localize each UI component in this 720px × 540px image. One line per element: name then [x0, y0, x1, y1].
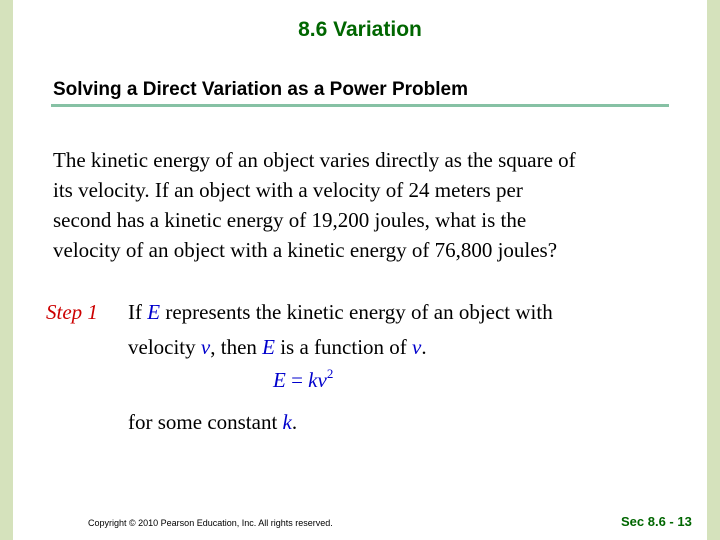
- variable-k: k: [282, 410, 292, 434]
- step-text-segment: .: [291, 410, 298, 434]
- step-text-segment: velocity: [128, 335, 201, 359]
- left-decorative-band: [0, 0, 13, 540]
- step-text-segment: , then: [210, 335, 263, 359]
- equation: [273, 368, 333, 393]
- variable-e: E: [147, 300, 161, 324]
- step-line-1: [128, 300, 553, 325]
- slide-title: 8.6 Variation: [298, 18, 422, 41]
- right-decorative-band: [707, 0, 720, 540]
- step-line-2: [128, 335, 427, 360]
- problem-line: second has a kinetic energy of 19,200 joules, what is the: [53, 208, 527, 232]
- problem-statement: [53, 145, 673, 265]
- equation-exponent: 2: [326, 366, 334, 381]
- copyright-notice: Copyright © 2010 Pearson Education, Inc. All rights reserved.: [88, 518, 333, 528]
- slide-subtitle: Solving a Direct Variation as a Power Problem: [53, 79, 468, 100]
- variable-v: v: [412, 335, 422, 359]
- equation-rhs: kv: [308, 368, 327, 392]
- step-text-segment: If: [128, 300, 148, 324]
- problem-line: The kinetic energy of an object varies directly as the square of: [53, 148, 576, 172]
- problem-line: velocity of an object with a kinetic energy of 76,800 joules?: [53, 238, 558, 262]
- equation-lhs: E: [273, 368, 286, 392]
- variable-e: E: [262, 335, 275, 359]
- problem-line: its velocity. If an object with a velocity of 24 meters per: [53, 178, 523, 202]
- step-label: Step 1: [46, 300, 98, 324]
- step-line-3: [128, 410, 297, 435]
- variable-v: v: [200, 335, 211, 359]
- subtitle-divider: [51, 104, 669, 107]
- equation-operator: =: [285, 368, 309, 392]
- step-text-segment: is a function of: [274, 335, 413, 359]
- step-text-segment: for some constant: [128, 410, 283, 434]
- step-text-segment: .: [421, 335, 427, 359]
- step-text-segment: represents the kinetic energy of an object with: [160, 300, 553, 324]
- slide-number: Sec 8.6 - 13: [621, 514, 692, 529]
